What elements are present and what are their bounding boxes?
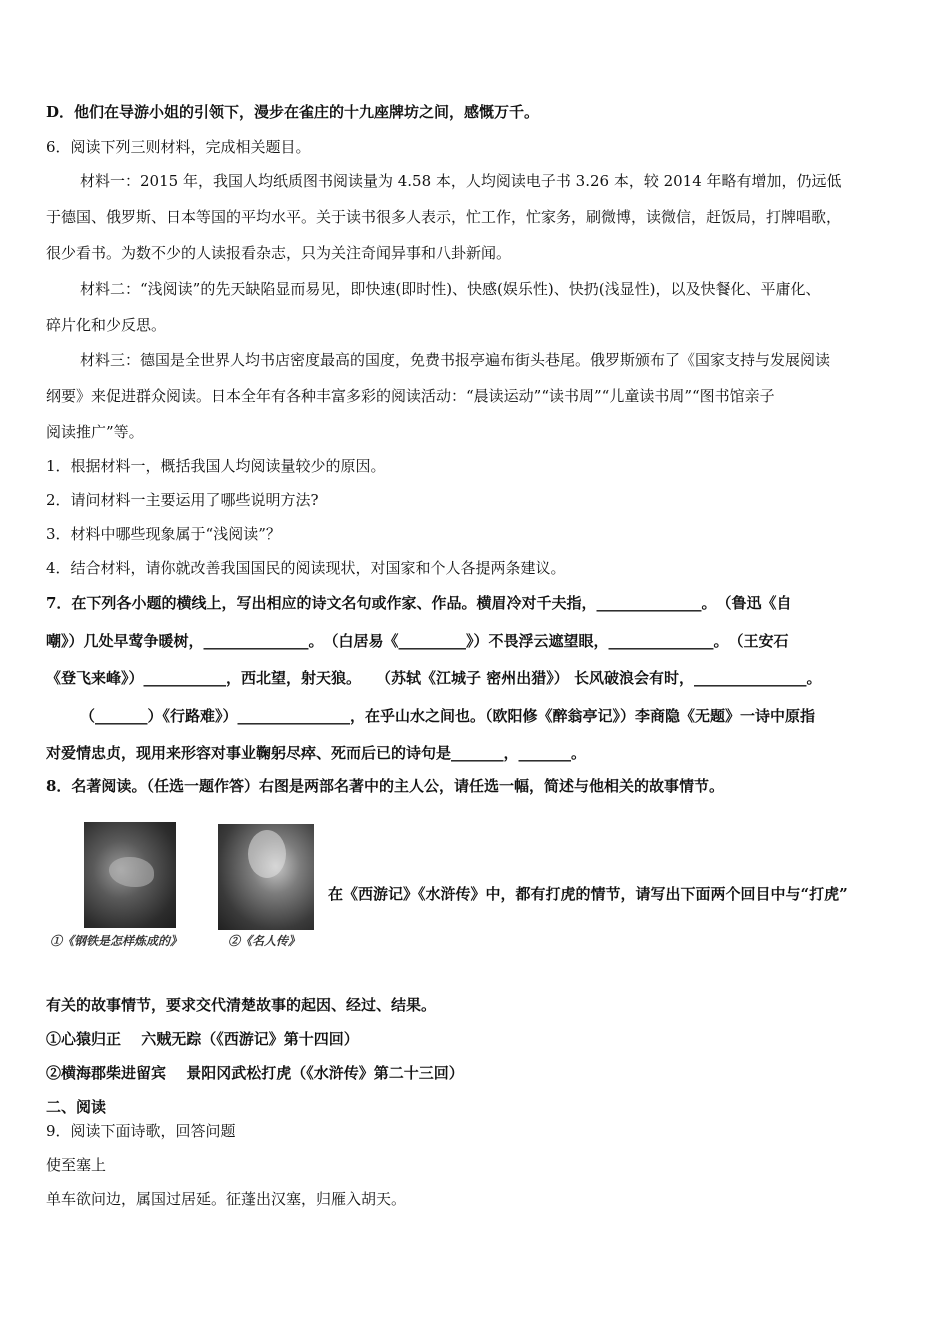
material-3-line-2: 纲要》来促进群众阅读。日本全年有各种丰富多彩的阅读活动：“晨读运动”“读书周”“儿童读书周”“图书馆亲子	[46, 387, 775, 405]
question-6-title: 6．阅读下列三则材料，完成相关题目。	[46, 138, 311, 156]
steel-book-photo	[84, 822, 176, 928]
caption-steel-book: ①《钢铁是怎样炼成的》	[50, 934, 183, 948]
material-1-line-1: 材料一：2015 年，我国人均纸质图书阅读量为 4.58 本，人均阅读电子书 3.26 本，较 2014 年略有增加，仍远低	[80, 172, 842, 190]
material-2-line-1: 材料二：“浅阅读”的先天缺陷显而易见，即快速(即时性)、快感(娱乐性)、快扔(浅显性)，以及快餐化、平庸化、	[80, 280, 821, 298]
book-illustrations	[46, 812, 326, 962]
poem-line-1: 单车欲问边，属国过居延。征蓬出汉塞，归雁入胡天。	[46, 1190, 407, 1208]
material-3-line-1: 材料三：德国是全世界人均书店密度最高的国度，免费书报亭遍布街头巷尾。俄罗斯颁布了《国家支持与发展阅读	[80, 351, 831, 369]
subquestion-3: 3．材料中哪些现象属于“浅阅读”？	[46, 525, 281, 543]
question-8-tiger-line-1: 在《西游记》《水浒传》中，都有打虎的情节，请写出下面两个回目中与“打虎”	[328, 885, 848, 903]
question-7-line-4: （_______）《行路难》）_______________，在乎山水之间也。（欧阳修《醉翁亭记》）李商隐《无题》一诗中原指	[80, 707, 816, 725]
famous-biography-photo	[218, 824, 314, 930]
subquestion-4: 4．结合材料，请你就改善我国国民的阅读现状，对国家和个人各提两条建议。	[46, 559, 566, 577]
material-3-line-3: 阅读推广”等。	[46, 423, 144, 441]
question-8-title: 8．名著阅读。（任选一题作答）右图是两部名著中的主人公，请任选一幅，简述与他相关的故事情节。	[46, 777, 724, 795]
question-7-line-1: 7．在下列各小题的横线上，写出相应的诗文名句或作家、作品。横眉冷对千夫指，______________。 （鲁迅《自	[46, 594, 792, 612]
question-7-line-5: 对爱情忠贞，现用来形容对事业鞠躬尽瘁、死而后已的诗句是_______，_______。	[46, 744, 587, 762]
question-7-line-2: 嘲》）几处早莺争暖树，______________。 （白居易《_________》）不畏浮云遮望眼，______________。 （王安石	[46, 632, 789, 650]
material-1-line-2: 于德国、俄罗斯、日本等国的平均水平。关于读书很多人表示，忙工作，忙家务，刷微博，读微信，赶饭局，打牌唱歌，	[46, 208, 842, 226]
poem-title: 使至塞上	[46, 1156, 107, 1174]
chapter-xiyouji: ①心猿归正 六贼无踪（《西游记》第十四回）	[46, 1030, 359, 1048]
question-8-tiger-line-2: 有关的故事情节，要求交代清楚故事的起因、经过、结果。	[46, 996, 437, 1014]
subquestion-1: 1．根据材料一，概括我国人均阅读量较少的原因。	[46, 457, 386, 475]
option-d: D．他们在导游小姐的引领下，漫步在雀庄的十九座牌坊之间，感慨万千。	[46, 103, 540, 121]
question-9-title: 9．阅读下面诗歌，回答问题	[46, 1122, 236, 1140]
subquestion-2: 2．请问材料一主要运用了哪些说明方法?	[46, 491, 319, 509]
question-7-line-3: 《登飞来峰》）___________，西北望，射天狼。 （苏轼《江城子 密州出猎》） 长风破浪会有时，_______________。	[46, 669, 822, 687]
material-1-line-3: 很少看书。为数不少的人读报看杂志，只为关注奇闻异事和八卦新闻。	[46, 244, 512, 262]
caption-famous-biography: ②《名人传》	[228, 934, 301, 948]
material-2-line-2: 碎片化和少反思。	[46, 316, 167, 334]
chapter-shuihuzhuan: ②横海郡柴进留宾 景阳冈武松打虎（《水浒传》第二十三回）	[46, 1064, 464, 1082]
section-reading-heading: 二、阅读	[46, 1098, 107, 1116]
